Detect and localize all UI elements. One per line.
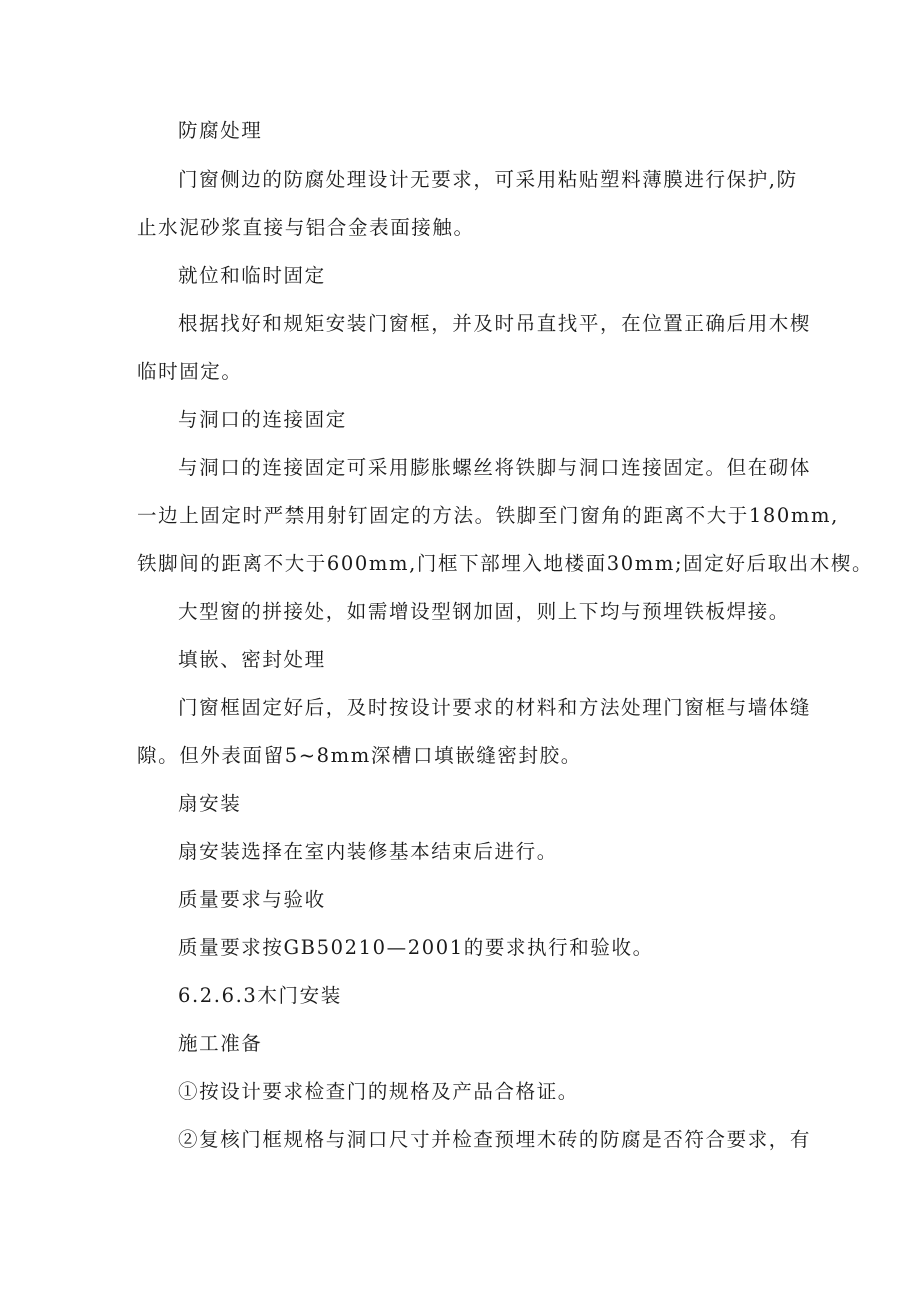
paragraph-line: 质量要求按GB50210—2001的要求执行和验收。 [178, 936, 654, 959]
paragraph-line: 扇安装选择在室内装修基本结束后进行。 [178, 840, 558, 863]
heading-preparation: 施工准备 [178, 1032, 263, 1055]
paragraph-line: 根据找好和规矩安装门窗框，并及时吊直找平，在位置正确后用木楔 [178, 312, 812, 335]
paragraph-line: 铁脚间的距离不大于600mm,门框下部埋入地楼面30mm;固定好后取出木楔。 [137, 552, 874, 575]
paragraph-line: 与洞口的连接固定可采用膨胀螺丝将铁脚与洞口连接固定。但在砌体 [178, 456, 812, 479]
paragraph-line: 门窗框固定好后，及时按设计要求的材料和方法处理门窗框与墙体缝 [178, 696, 812, 719]
paragraph-line: 大型窗的拼接处，如需增设型钢加固，则上下均与预埋铁板焊接。 [178, 600, 790, 623]
heading-quality: 质量要求与验收 [178, 888, 326, 911]
paragraph-line: 门窗侧边的防腐处理设计无要求，可采用粘贴塑料薄膜进行保护,防 [178, 168, 798, 191]
paragraph-line: 止水泥砂浆直接与铝合金表面接触。 [137, 216, 475, 239]
heading-positioning: 就位和临时固定 [178, 264, 326, 287]
heading-sealing: 填嵌、密封处理 [178, 648, 326, 671]
paragraph-line: 临时固定。 [137, 360, 243, 383]
paragraph-line: 一边上固定时严禁用射钉固定的方法。铁脚至门窗角的距离不大于180mm, [137, 504, 839, 527]
heading-sash-installation: 扇安装 [178, 792, 242, 815]
list-item: ①按设计要求检查门的规格及产品合格证。 [178, 1080, 579, 1103]
paragraph-line: 隙。但外表面留5~8mm深槽口填嵌缝密封胶。 [137, 744, 582, 767]
section-heading-wood-door: 6.2.6.3木门安装 [178, 984, 342, 1007]
heading-anticorrosion: 防腐处理 [178, 119, 263, 142]
heading-opening-connection: 与洞口的连接固定 [178, 408, 347, 431]
list-item: ②复核门框规格与洞口尺寸并检查预埋木砖的防腐是否符合要求，有 [178, 1128, 812, 1151]
